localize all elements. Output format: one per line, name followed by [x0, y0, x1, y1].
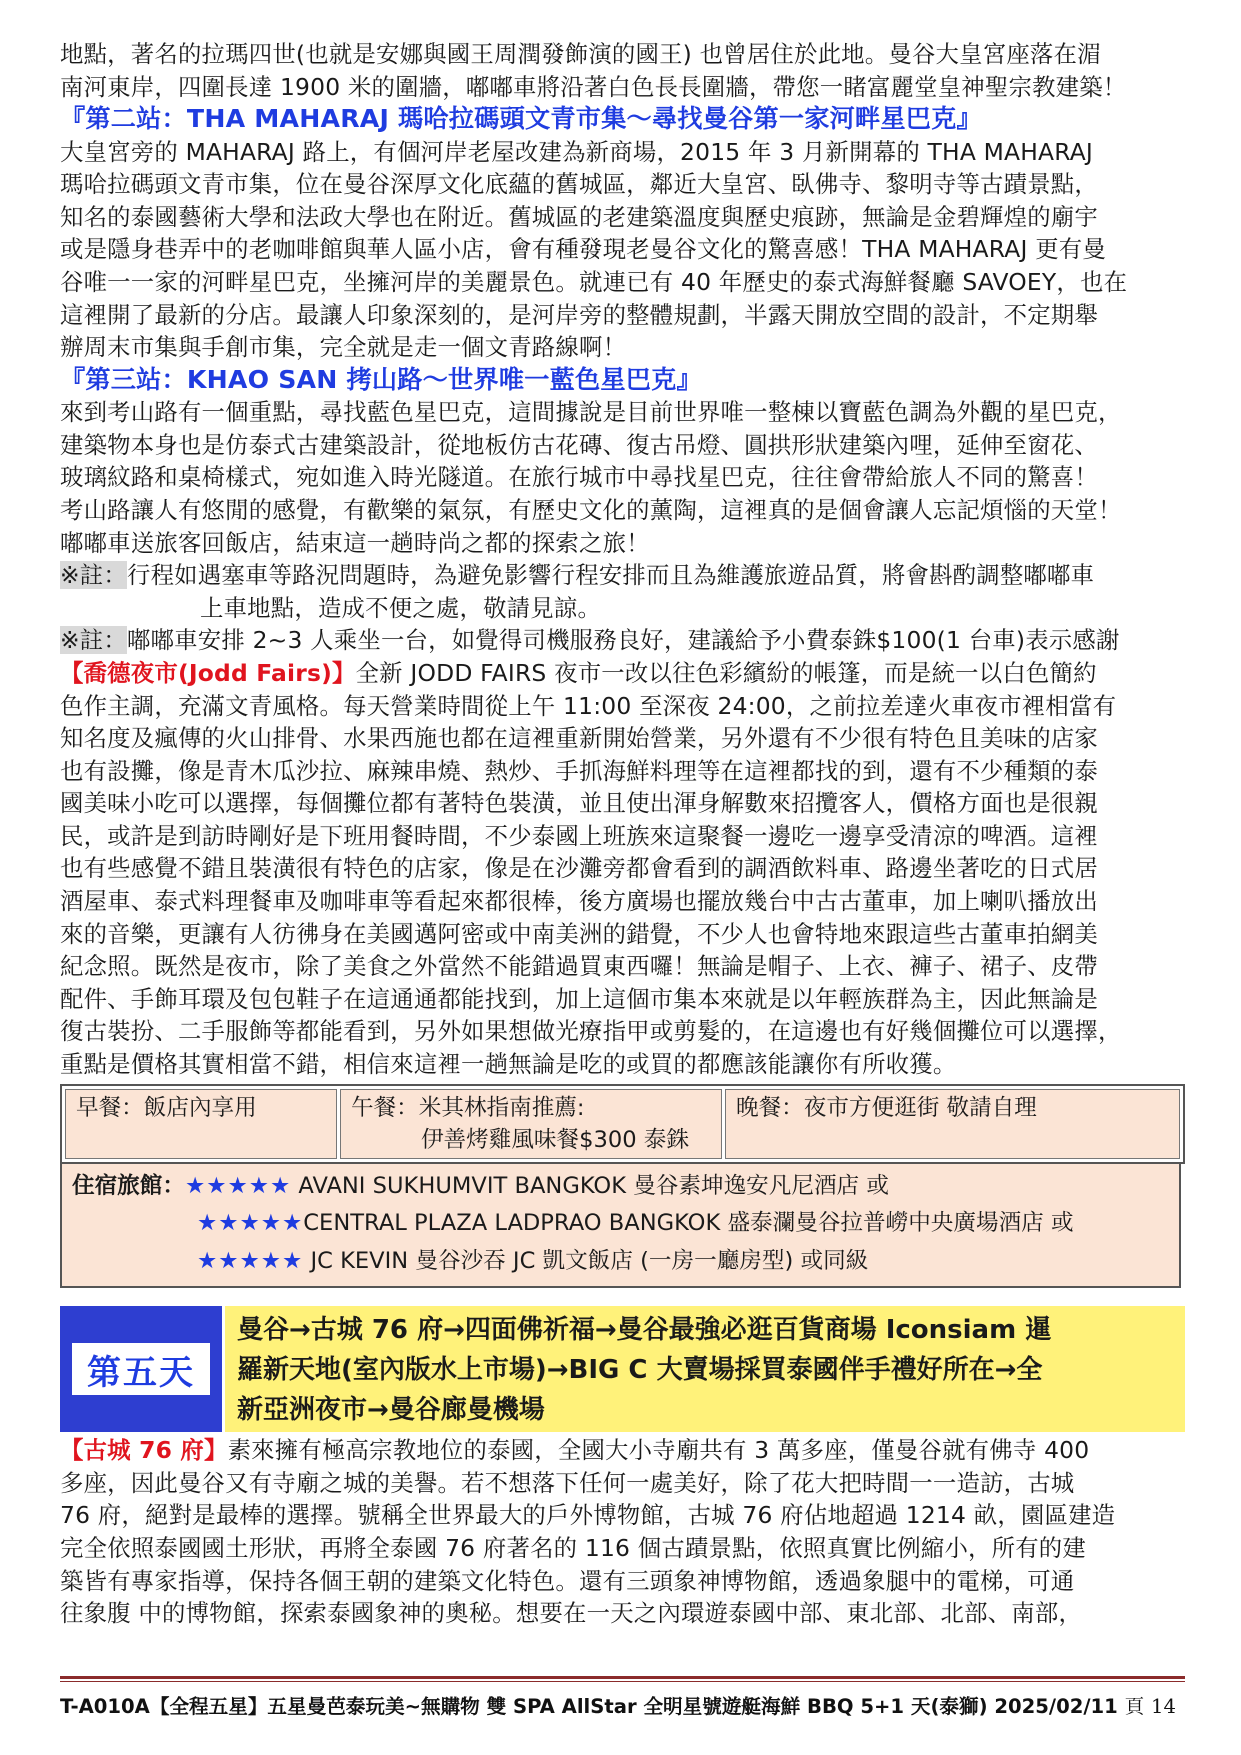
day5-route — [225, 1306, 1185, 1432]
day5-label: 第五天 — [72, 1343, 210, 1395]
body-line: 國美味小吃可以選擇，每個攤位都有著特色裝潢，並且使出渾身解數來招攬客人，價格方面也是很親 — [60, 789, 1098, 818]
body-line: 來到考山路有一個重點，尋找藍色星巴克，這間據說是目前世界唯一整棟以寶藍色調為外觀的星巴克， — [60, 398, 1122, 427]
footer-divider-thin — [60, 1681, 1185, 1682]
lunch-detail: 伊善烤雞風味餐$300 泰銖 — [420, 1126, 689, 1153]
route-line: 羅新天地(室內版水上市場)→BIG C 大賣場採買泰國伴手禮好所在→全 — [237, 1355, 1043, 1386]
hotel-name: JC KEVIN 曼谷沙吞 JC 凱文飯店 (一房一廳房型) 或同級 — [303, 1247, 869, 1274]
breakfast-cell — [65, 1089, 337, 1159]
note-label: ※註： — [60, 561, 127, 590]
five-star-icon: ★★★★★ — [197, 1210, 304, 1237]
route-line: 新亞洲夜市→曼谷廊曼機場 — [237, 1395, 545, 1426]
note-2 — [60, 624, 1185, 657]
body-line: 也有些感覺不錯且裝潢很有特色的店家，像是在沙灘旁都會看到的調酒飲料車、路邊坐著吃的日式居 — [60, 854, 1098, 883]
body-line: 往象腹 中的博物館，探索泰國象神的奧秘。想要在一天之內環遊泰國中部、東北部、北部、南部， — [60, 1599, 1083, 1628]
meals-table — [60, 1084, 1185, 1164]
body-line: 大皇宮旁的 MAHARAJ 路上，有個河岸老屋改建為新商場，2015 年 3 月新開幕的 THA MAHARAJ — [60, 137, 1094, 166]
body-line: 或是隱身巷弄中的老咖啡館與華人區小店，會有種發現老曼谷文化的驚喜感！THA MAHARAJ 更有曼 — [60, 235, 1106, 264]
note-text: 嘟嘟車安排 2~3 人乘坐一台，如覺得司機服務良好，建議給予小費泰銖$100(1 台車)表示感謝 — [126, 626, 1120, 655]
body-line: 多座，因此曼谷又有寺廟之城的美譽。若不想落下任何一處美好，除了花大把時間一一造訪，古城 — [60, 1468, 1075, 1497]
body-line: 復古裝扮、二手服飾等都能看到，另外如果想做光療指甲或剪髮的，在這邊也有好幾個攤位可以選擇， — [60, 1017, 1122, 1046]
body-line: 谷唯一一家的河畔星巴克，坐擁河岸的美麗景色。就連已有 40 年歷史的泰式海鮮餐廳 SAVOEY，也在 — [60, 267, 1128, 296]
hotel-option-3 — [72, 1243, 1179, 1281]
body-line: 完全依照泰國國土形狀，再將全泰國 76 府著名的 116 個古蹟景點，依照真實比例縮小，所有的建 — [60, 1533, 1086, 1562]
body-line: 知名的泰國藝術大學和法政大學也在附近。舊城區的老建築溫度與歷史痕跡，無論是金碧輝煌的廟宇 — [60, 202, 1098, 231]
body-line: 重點是價格其實相當不錯，相信來這裡一趟無論是吃的或買的都應該能讓你有所收獲。 — [60, 1050, 957, 1079]
note-label: ※註： — [60, 626, 127, 655]
lunch-text: 午餐：米其林指南推薦: — [351, 1094, 585, 1121]
body-line: 酒屋車、泰式料理餐車及咖啡車等看起來都很棒，後方廣場也擺放幾台中古古董車，加上喇叭播放出 — [60, 887, 1098, 916]
body-line: 考山路讓人有悠閒的感覺，有歡樂的氣氛，有歷史文化的薰陶，這裡真的是個會讓人忘記煩惱的天堂！ — [60, 495, 1122, 524]
jodd-first-line — [60, 657, 1185, 690]
page-footer — [60, 1690, 1185, 1719]
page-number: 14 — [1151, 1695, 1176, 1718]
note-1 — [60, 559, 1185, 592]
document-page — [60, 38, 1185, 1630]
day5-tag — [60, 1306, 222, 1432]
jodd-label: 【喬德夜市(Jodd Fairs)】 — [60, 658, 356, 687]
body-line: 建築物本身也是仿泰式古建築設計，從地板仿古花磚、復古吊燈、圓拱形狀建築內哩，延伸至窗花、 — [60, 430, 1098, 459]
body-line: 紀念照。既然是夜市，除了美食之外當然不能錯過買東西囉！無論是帽子、上衣、褲子、裙子、皮帶 — [60, 952, 1098, 981]
ancient-city-first-line — [60, 1434, 1185, 1467]
body-line: 配件、手飾耳環及包包鞋子在這通通都能找到，加上這個市集本來就是以年輕族群為主，因此無論是 — [60, 984, 1098, 1013]
dinner-cell — [725, 1089, 1180, 1159]
ancient-city-label: 【古城 76 府】 — [60, 1436, 228, 1465]
hotel-box — [60, 1162, 1181, 1289]
body-line: 知名度及瘋傳的火山排骨、水果西施也都在這裡重新開始營業，另外還有不少很有特色且美味的店家 — [60, 724, 1098, 753]
dinner-text: 晚餐：夜市方便逛街 敬請自理 — [736, 1094, 1037, 1121]
body-line: 這裡開了最新的分店。最讓人印象深刻的，是河岸旁的整體規劃，半露天開放空間的設計，不定期舉 — [60, 300, 1098, 329]
day5-header — [60, 1306, 1185, 1432]
body-line: 來的音樂，更讓有人彷彿身在美國邁阿密或中南美洲的錯覺，不少人也會特地來跟這些古董車拍網美 — [60, 919, 1098, 948]
note-text: 行程如遇塞車等路況問題時，為避免影響行程安排而且為維護旅遊品質，將會斟酌調整嘟嘟車 — [126, 561, 1095, 590]
lunch-cell — [340, 1089, 722, 1159]
hotel-name: AVANI SUKHUMVIT BANGKOK 曼谷素坤逸安凡尼酒店 或 — [291, 1172, 889, 1199]
body-line: 76 府，絕對是最棒的選擇。號稱全世界最大的戶外博物館，古城 76 府佔地超過 1214 畝，園區建造 — [60, 1501, 1116, 1530]
body-line: 築皆有專家指導，保持各個王朝的建築文化特色。還有三頭象神博物館，透過象腿中的電梯，可通 — [60, 1566, 1075, 1595]
body-line: 辦周末市集與手創市集，完全就是走一個文青路線啊！ — [60, 333, 627, 362]
five-star-icon: ★★★★★ — [184, 1172, 292, 1199]
footer-divider — [60, 1676, 1185, 1679]
body-line: 嘟嘟車送旅客回飯店，結束這一趟時尚之都的探索之旅！ — [60, 528, 650, 557]
body-line: 瑪哈拉碼頭文青市集，位在曼谷深厚文化底蘊的舊城區，鄰近大皇宮、臥佛寺、黎明寺等古蹟景點， — [60, 170, 1098, 199]
five-star-icon: ★★★★★ — [197, 1247, 304, 1274]
note-1-continued: 上車地點，造成不便之處，敬請見諒。 — [200, 593, 602, 622]
footer-text: T-A010A【全程五星】五星曼芭泰玩美~無購物 雙 SPA AllStar 全明星號遊艇海鮮 BBQ 5+1 天(泰獅) 2025/02/11 — [60, 1695, 1118, 1718]
hotel-label: 住宿旅館： — [72, 1172, 185, 1199]
jodd-text: 全新 JODD FAIRS 夜市一改以往色彩繽紛的帳篷，而是統一以白色簡約 — [355, 658, 1097, 687]
body-line: 南河東岸，四圍長達 1900 米的圍牆，嘟嘟車將沿著白色長長圍牆，帶您一睹富麗堂皇神聖宗教建築！ — [60, 72, 1127, 101]
body-line: 地點，著名的拉瑪四世(也就是安娜與國王周潤發飾演的國王) 也曾居住於此地。曼谷大皇宮座落在湄 — [60, 40, 1101, 68]
station3-heading: 『第三站：KHAO SAN 拷山路～世界唯一藍色星巴克』 — [60, 364, 702, 394]
page-label: 頁 — [1124, 1695, 1145, 1718]
body-line: 也有設攤，像是青木瓜沙拉、麻辣串燒、熱炒、手抓海鮮料理等在這裡都找的到，還有不少種類的泰 — [60, 756, 1098, 785]
station2-heading: 『第二站：THA MAHARAJ 瑪哈拉碼頭文青市集～尋找曼谷第一家河畔星巴克』 — [60, 104, 982, 134]
route-line: 曼谷→古城 76 府→四面佛祈福→曼谷最強必逛百貨商場 Iconsiam 暹 — [237, 1315, 1052, 1346]
ancient-city-text: 素來擁有極高宗教地位的泰國，全國大小寺廟共有 3 萬多座，僅曼谷就有佛寺 400 — [227, 1436, 1090, 1465]
body-line: 民，或許是到訪時剛好是下班用餐時間，不少泰國上班族來這聚餐一邊吃一邊享受清涼的啤酒。這裡 — [60, 821, 1098, 850]
hotel-option-2 — [72, 1205, 1179, 1243]
hotel-name: CENTRAL PLAZA LADPRAO BANGKOK 盛泰瀾曼谷拉普嶗中央廣場酒店 或 — [303, 1210, 1074, 1237]
breakfast-text: 早餐：飯店內享用 — [76, 1094, 257, 1121]
body-line: 玻璃紋路和桌椅樣式，宛如進入時光隧道。在旅行城市中尋找星巴克，往往會帶給旅人不同的驚喜！ — [60, 463, 1098, 492]
hotel-option-1 — [72, 1168, 1179, 1206]
body-line: 色作主調，充滿文青風格。每天營業時間從上午 11:00 至深夜 24:00，之前拉差達火車夜市裡相當有 — [60, 691, 1117, 720]
